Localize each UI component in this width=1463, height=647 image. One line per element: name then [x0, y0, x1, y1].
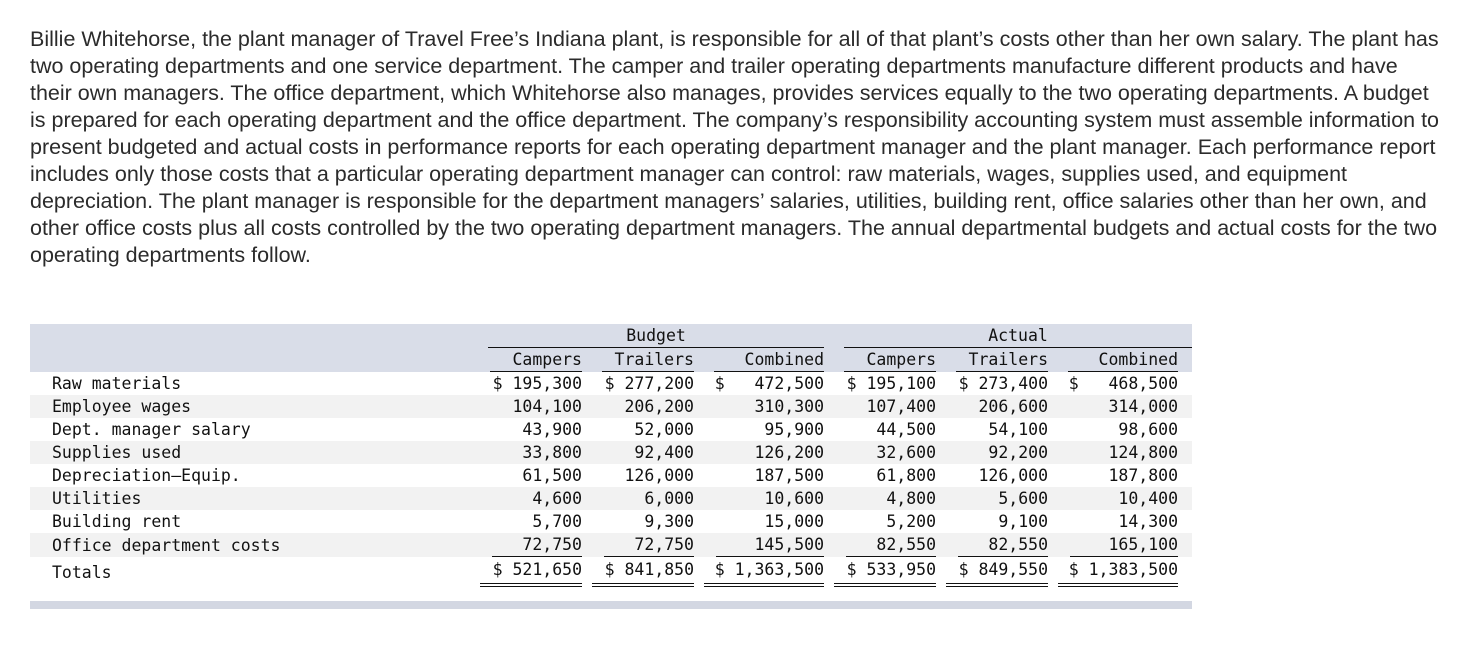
cell-value: 33,800 — [480, 441, 592, 464]
col-header-actual-combined: Combined — [1058, 348, 1192, 372]
cell-value: $ 472,500 — [704, 372, 834, 395]
total-value: $ 1,383,500 — [1058, 557, 1192, 587]
total-value: $ 521,650 — [480, 557, 592, 587]
cell-value: 206,200 — [592, 395, 704, 418]
total-value: $ 849,550 — [946, 557, 1058, 587]
cell-value: 61,500 — [480, 464, 592, 487]
cell-value: 9,300 — [592, 510, 704, 533]
totals-row — [30, 557, 1192, 587]
group-header-budget — [480, 324, 834, 348]
row-label: Supplies used — [30, 441, 480, 464]
cell-value: 6,000 — [592, 487, 704, 510]
table-row — [30, 395, 1192, 418]
cell-value: 10,600 — [704, 487, 834, 510]
cell-value: 98,600 — [1058, 418, 1192, 441]
table-row — [30, 487, 1192, 510]
table-row — [30, 510, 1192, 533]
table-row — [30, 441, 1192, 464]
col-header-actual-trailers: Trailers — [946, 348, 1058, 372]
col-header-actual-campers: Campers — [834, 348, 946, 372]
header-blank — [30, 348, 480, 372]
cell-value: 206,600 — [946, 395, 1058, 418]
cell-value: 165,100 — [1058, 533, 1192, 557]
row-label: Dept. manager salary — [30, 418, 480, 441]
cell-value: 314,000 — [1058, 395, 1192, 418]
cell-value: 187,800 — [1058, 464, 1192, 487]
cell-value: 107,400 — [834, 395, 946, 418]
row-label: Building rent — [30, 510, 480, 533]
cell-value: 126,000 — [592, 464, 704, 487]
row-label: Depreciation—Equip. — [30, 464, 480, 487]
total-value: $ 1,363,500 — [704, 557, 834, 587]
row-label: Employee wages — [30, 395, 480, 418]
cell-value: 9,100 — [946, 510, 1058, 533]
cell-value: 4,600 — [480, 487, 592, 510]
cell-value: $ 468,500 — [1058, 372, 1192, 395]
total-value: $ 841,850 — [592, 557, 704, 587]
cell-value: 5,200 — [834, 510, 946, 533]
cell-value: 44,500 — [834, 418, 946, 441]
col-header-budget-campers: Campers — [480, 348, 592, 372]
table-row — [30, 418, 1192, 441]
cell-value: $ 277,200 — [592, 372, 704, 395]
column-header-row — [30, 348, 1192, 372]
row-label: Utilities — [30, 487, 480, 510]
cell-value: 4,800 — [834, 487, 946, 510]
cell-value: 95,900 — [704, 418, 834, 441]
group-header-actual-label: Actual — [844, 324, 1192, 348]
totals-label: Totals — [30, 557, 480, 587]
group-header-actual — [834, 324, 1192, 348]
cell-value: 187,500 — [704, 464, 834, 487]
row-label: Raw materials — [30, 372, 480, 395]
table-bottom-bar — [30, 601, 1192, 609]
cell-value: 310,300 — [704, 395, 834, 418]
col-header-budget-trailers: Trailers — [592, 348, 704, 372]
cell-value: 54,100 — [946, 418, 1058, 441]
group-header-row — [30, 324, 1192, 348]
cell-value: $ 195,100 — [834, 372, 946, 395]
total-value: $ 533,950 — [834, 557, 946, 587]
cell-value: 92,200 — [946, 441, 1058, 464]
table-row — [30, 372, 1192, 395]
table-row — [30, 533, 1192, 557]
group-header-budget-label: Budget — [488, 324, 824, 348]
cell-value: 72,750 — [480, 533, 592, 557]
cell-value: 126,200 — [704, 441, 834, 464]
cell-value: 82,550 — [834, 533, 946, 557]
cell-value: 61,800 — [834, 464, 946, 487]
cell-value: 124,800 — [1058, 441, 1192, 464]
cell-value: $ 195,300 — [480, 372, 592, 395]
cell-value: 72,750 — [592, 533, 704, 557]
cell-value: 5,600 — [946, 487, 1058, 510]
cell-value: 32,600 — [834, 441, 946, 464]
col-header-budget-combined: Combined — [704, 348, 834, 372]
cell-value: 104,100 — [480, 395, 592, 418]
cell-value: 43,900 — [480, 418, 592, 441]
cell-value: 145,500 — [704, 533, 834, 557]
budget-actual-table — [30, 324, 1192, 587]
problem-paragraph: Billie Whitehorse, the plant manager of Travel Free’s Indiana plant, is responsible for all of that plant’s costs other than her own salary. The plant has two operating departments and one service department. The camper and trailer operating departments manufacture different products and have their own managers. The office department, which Whitehorse also manages, provides services equally to the two operating departments. A budget is prepared for each operating department and the office department. The company’s responsibility accounting system must assemble information to present budgeted and actual costs in performance reports for each operating department manager and the plant manager. Each performance report includes only those costs that a particular operating department manager can control: raw materials, wages, supplies used, and equipment depreciation. The plant manager is responsible for the department managers’ salaries, utilities, building rent, office salaries other than her own, and other office costs plus all costs controlled by the two operating department managers. The annual departmental budgets and actual costs for the two operating departments follow. — [30, 27, 1440, 267]
cell-value: 15,000 — [704, 510, 834, 533]
cell-value: 82,550 — [946, 533, 1058, 557]
budget-actual-table-container — [30, 324, 1192, 609]
cell-value: 126,000 — [946, 464, 1058, 487]
cell-value: 92,400 — [592, 441, 704, 464]
cell-value: $ 273,400 — [946, 372, 1058, 395]
cell-value: 5,700 — [480, 510, 592, 533]
header-blank — [30, 324, 480, 348]
cell-value: 52,000 — [592, 418, 704, 441]
row-label: Office department costs — [30, 533, 480, 557]
cell-value: 14,300 — [1058, 510, 1192, 533]
cell-value: 10,400 — [1058, 487, 1192, 510]
table-row — [30, 464, 1192, 487]
